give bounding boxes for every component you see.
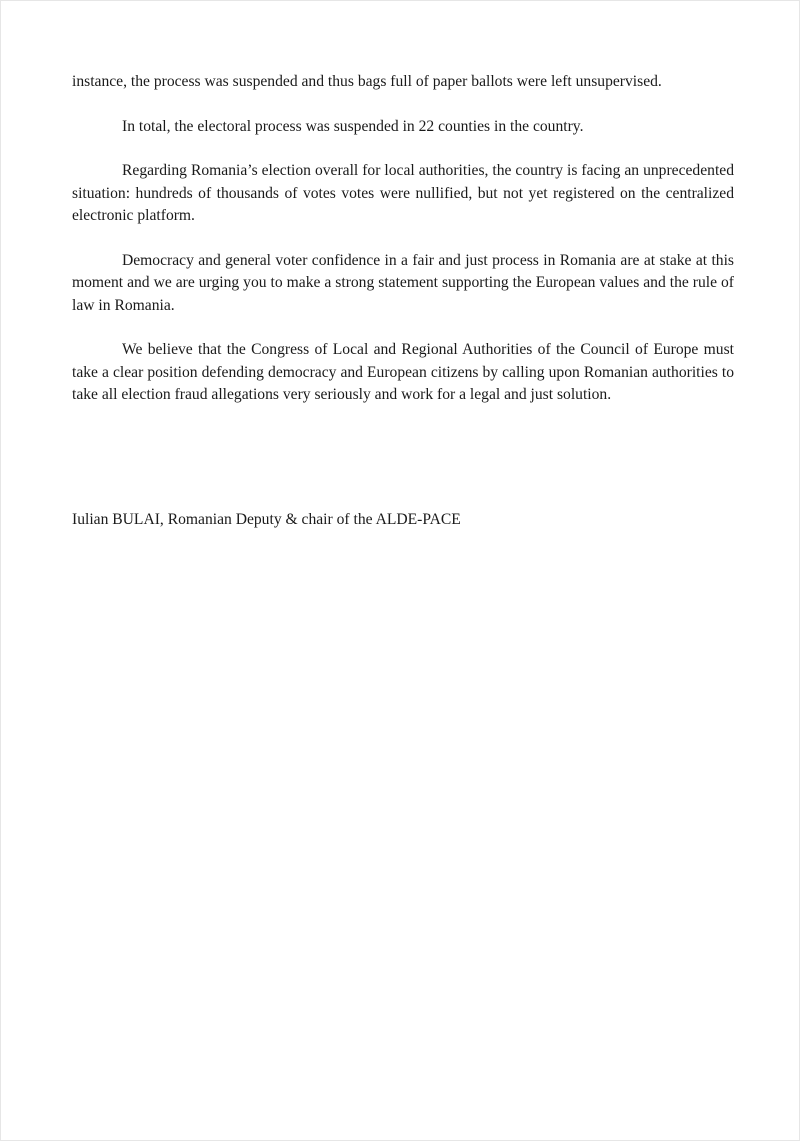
- signature-line: Iulian BULAI, Romanian Deputy & chair of the ALDE-PACE: [72, 511, 461, 528]
- paragraph-suspended-counties: In total, the electoral process was suspended in 22 counties in the country.: [122, 117, 584, 135]
- paragraph-congress-position: We believe that the Congress of Local and Regional Authorities of the Council of Europe must take a clear position defending democracy and European citizens by calling upon Romanian authorities to take all election fraud allegations very seriously and work for a legal and just solution.: [72, 341, 734, 403]
- paragraph-election-overall: Regarding Romania’s election overall for local authorities, the country is facing an unprecedented situation: hundreds of thousands of votes votes were nullified, but not yet registered on the centralized electronic platform.: [72, 162, 734, 224]
- document-body: [72, 71, 734, 429]
- paragraph-continuation: instance, the process was suspended and thus bags full of paper ballots were left unsupervised.: [72, 73, 662, 90]
- paragraph-democracy-at-stake: Democracy and general voter confidence in a fair and just process in Romania are at stake at this moment and we are urging you to make a strong statement supporting the European values and the rule of law in Romania.: [72, 251, 734, 314]
